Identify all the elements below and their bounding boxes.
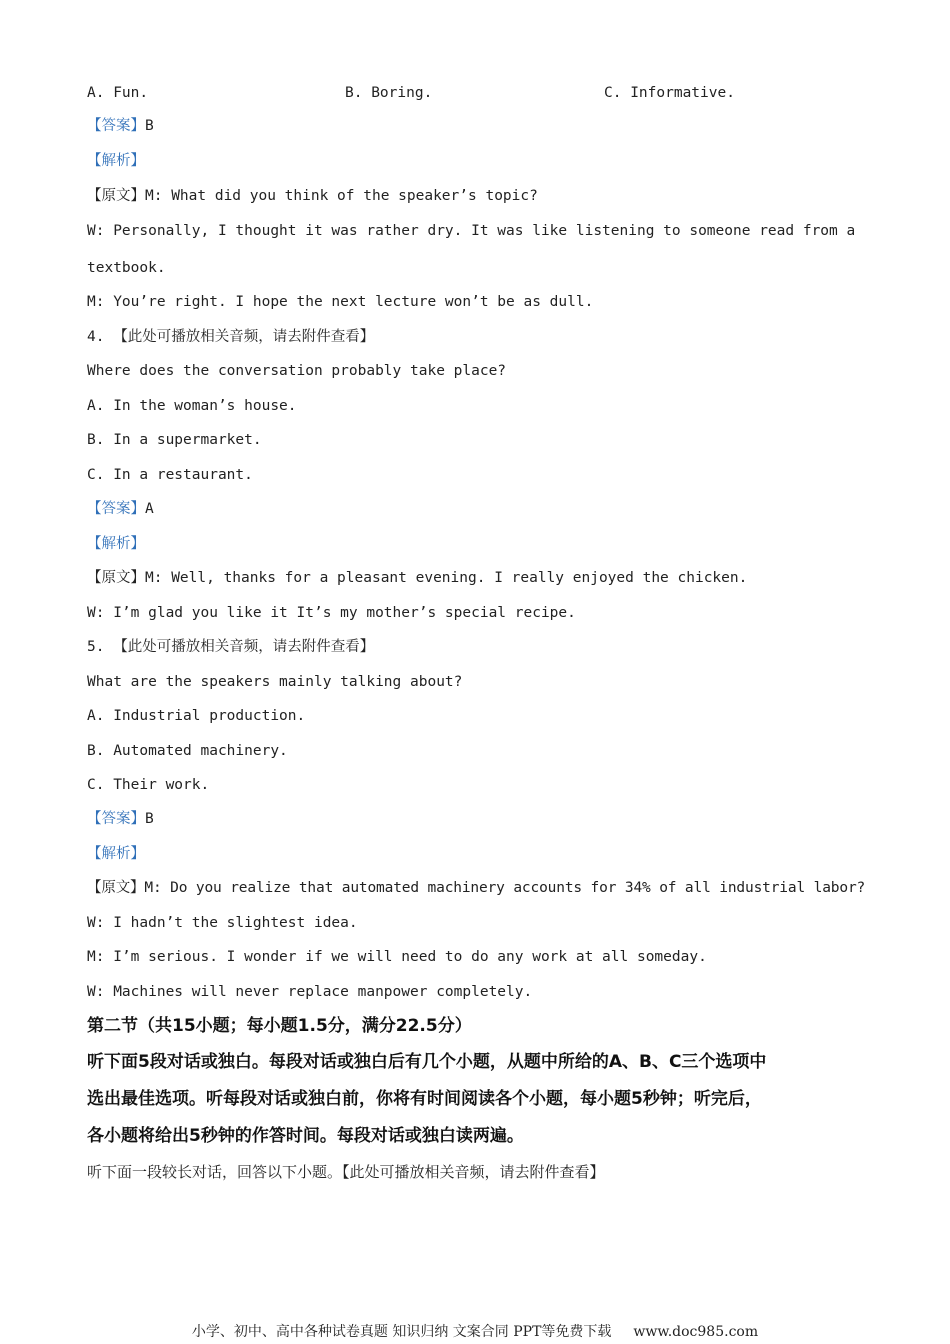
original-label: 【原文】 [87,570,145,586]
q5-answer-value: B [145,811,154,827]
answer-label: 【答案】 [87,811,145,827]
q3-transcript-line: textbook. [87,260,166,276]
q4-option-b: B. In a supermarket. [87,432,262,448]
q5-analysis-label: 【解析】 [87,846,145,862]
original-label: 【原文】 [87,188,145,204]
q5-option-b: B. Automated machinery. [87,743,288,759]
q4-question: Where does the conversation probably take place? [87,363,507,379]
q5-header [87,637,374,657]
q3-transcript-line [87,186,538,206]
transcript-text: M: Do you realize that automated machinery accounts for 34% of all industrial labor? [144,880,866,896]
q5-answer [87,809,154,829]
q4-header [87,327,374,347]
q5-question: What are the speakers mainly talking about? [87,674,463,690]
q4-number: 4. [87,329,105,345]
q3-transcript-line: W: Personally, I thought it was rather dry. It was like listening to someone read from a [87,223,856,239]
section-instructions-line: 选出最佳选项。听每段对话或独白前，你将有时间阅读各个小题，每小题5秒钟；听完后， [87,1089,762,1109]
q5-option-c: C. Their work. [87,777,210,793]
q4-option-a: A. In the woman’s house. [87,398,297,414]
section-lead: 听下面一段较长对话，回答以下小题。【此处可播放相关音频，请去附件查看】 [87,1163,605,1181]
q4-transcript-line [87,568,747,588]
answer-label: 【答案】 [87,501,145,517]
footer-site-link[interactable]: www.doc985.com [633,1324,759,1340]
q3-option-a: A. Fun. [87,85,149,101]
audio-note: 【此处可播放相关音频，请去附件查看】 [113,639,375,655]
q5-transcript-line: W: I hadn’t the slightest idea. [87,915,358,931]
section-instructions-line: 各小题将给出5秒钟的作答时间。每段对话或独白读两遍。 [87,1126,524,1146]
q5-transcript-line: W: Machines will never replace manpower completely. [87,984,533,1000]
q3-answer-value: B [145,118,154,134]
answer-label: 【答案】 [87,118,145,134]
q4-analysis-label: 【解析】 [87,536,145,552]
q5-transcript-line [87,878,865,898]
audio-note: 【此处可播放相关音频，请去附件查看】 [113,329,375,345]
q5-option-a: A. Industrial production. [87,708,306,724]
q4-transcript-line: W: I’m glad you like it It’s my mother’s special recipe. [87,605,576,621]
q5-transcript-line: M: I’m serious. I wonder if we will need to do any work at all someday. [87,949,707,965]
q3-option-b: B. Boring. [345,85,433,101]
q3-analysis-label: 【解析】 [87,153,145,169]
section-heading: 第二节（共15小题；每小题1.5分，满分22.5分） [87,1016,472,1036]
q3-transcript-line: M: You’re right. I hope the next lecture won’t be as dull. [87,294,594,310]
q3-option-c: C. Informative. [604,85,735,101]
q4-answer-value: A [145,501,154,517]
q4-option-c: C. In a restaurant. [87,467,253,483]
q3-answer [87,116,154,136]
page-footer [0,1323,950,1341]
section-instructions-line: 听下面5段对话或独白。每段对话或独白后有几个小题，从题中所给的A、B、C三个选项中 [87,1052,767,1072]
footer-text: 小学、初中、高中各种试卷真题 知识归纳 文案合同 PPT等免费下载 [191,1324,612,1340]
q5-number: 5. [87,639,105,655]
transcript-text: M: What did you think of the speaker’s topic? [145,188,538,204]
transcript-text: M: Well, thanks for a pleasant evening. I really enjoyed the chicken. [145,570,748,586]
original-label: 【原文】 [87,880,145,896]
q4-answer [87,499,154,519]
